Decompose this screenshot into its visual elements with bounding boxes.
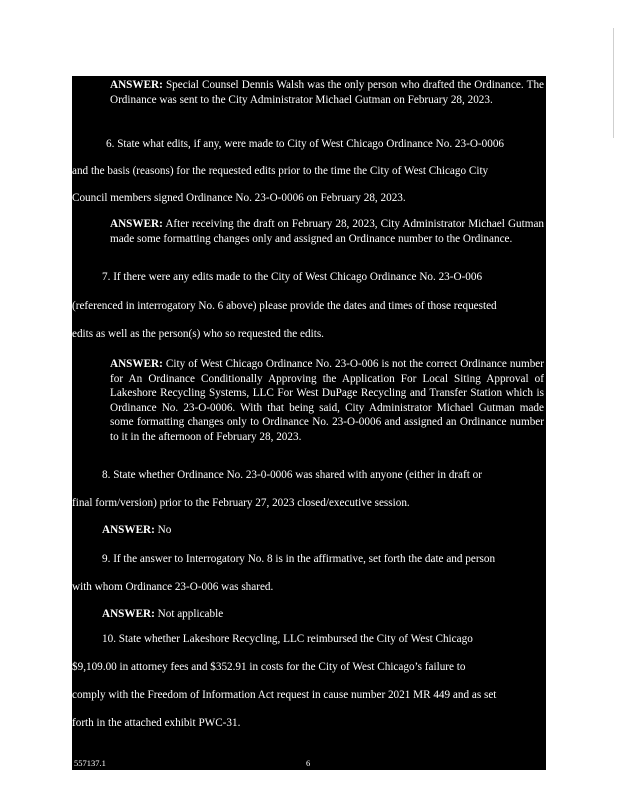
interrogatory-10-line-4: forth in the attached exhibit PWC-31. [72, 717, 241, 729]
answer-text: Not applicable [157, 608, 224, 620]
answer-label: ANSWER: [102, 608, 155, 620]
page-edge-divider [613, 28, 618, 138]
document-page [72, 76, 546, 770]
answer-label: ANSWER: [110, 79, 163, 91]
answer-text: Special Counsel Dennis Walsh was the only person who drafted the Ordinance. The Ordinance was sent to the City Administrator Michael Gutman on February 28, 2023. [110, 79, 544, 106]
answer-text: No [157, 524, 172, 536]
page-number: 6 [306, 758, 311, 768]
interrogatory-7-line-2: (referenced in interrogatory No. 6 above) please provide the dates and times of those requested [72, 300, 497, 312]
interrogatory-9-line-1: 9. If the answer to Interrogatory No. 8 is in the affirmative, set forth the date and person [102, 553, 496, 565]
interrogatory-8-line-1: 8. State whether Ordinance No. 23-0-0006 was shared with anyone (either in draft or [102, 469, 482, 481]
interrogatory-6-line-2: and the basis (reasons) for the requested edits prior to the time the City of West Chicago City [72, 165, 489, 177]
answer-label: ANSWER: [110, 358, 163, 370]
interrogatory-6-line-1: 6. State what edits, if any, were made to City of West Chicago Ordinance No. 23-O-0006 [106, 138, 505, 150]
answer-paragraph-7 [110, 357, 544, 444]
answer-paragraph-1 [110, 78, 544, 107]
answer-label: ANSWER: [102, 524, 155, 536]
interrogatory-6-line-3: Council members signed Ordinance No. 23-O-0006 on February 28, 2023. [72, 192, 406, 204]
interrogatory-10-line-2: $9,109.00 in attorney fees and $352.91 in costs for the City of West Chicago’s failure to [72, 661, 466, 673]
interrogatory-7-line-1: 7. If there were any edits made to the City of West Chicago Ordinance No. 23-O-006 [102, 271, 483, 283]
answer-paragraph-8 [102, 523, 546, 537]
interrogatory-9-line-2: with whom Ordinance 23-O-006 was shared. [72, 581, 274, 593]
interrogatory-8-line-2: final form/version) prior to the February 27, 2023 closed/executive session. [72, 497, 410, 509]
answer-text: City of West Chicago Ordinance No. 23-O-006 is not the correct Ordinance number for An Ordinance Conditionally Approving the Application For Local Siting Approval of Lakeshore Recycling Systems, LLC For West DuPage Recycling and Transfer Station which is Ordinance No. 23-O-0006. With that being said, City Administrator Michael Gutman made some formatting changes only to Ordinance No. 23-O-0006 and assigned an Ordinance number to it in the afternoon of February 28, 2023. [110, 358, 545, 443]
answer-paragraph-6 [110, 217, 544, 246]
interrogatory-10-line-3: comply with the Freedom of Information Act request in cause number 2021 MR 449 and as set [72, 689, 497, 701]
interrogatory-7-line-3: edits as well as the person(s) who so requested the edits. [72, 328, 324, 340]
interrogatory-10-line-1: 10. State whether Lakeshore Recycling, LLC reimbursed the City of West Chicago [102, 633, 473, 645]
answer-text: After receiving the draft on February 28, 2023, City Administrator Michael Gutman made some formatting changes only and assigned an Ordinance number to the Ordinance. [110, 218, 544, 245]
answer-label: ANSWER: [110, 218, 163, 230]
footer-doc-id: 557137.1 [74, 758, 106, 768]
answer-paragraph-9 [102, 607, 546, 621]
